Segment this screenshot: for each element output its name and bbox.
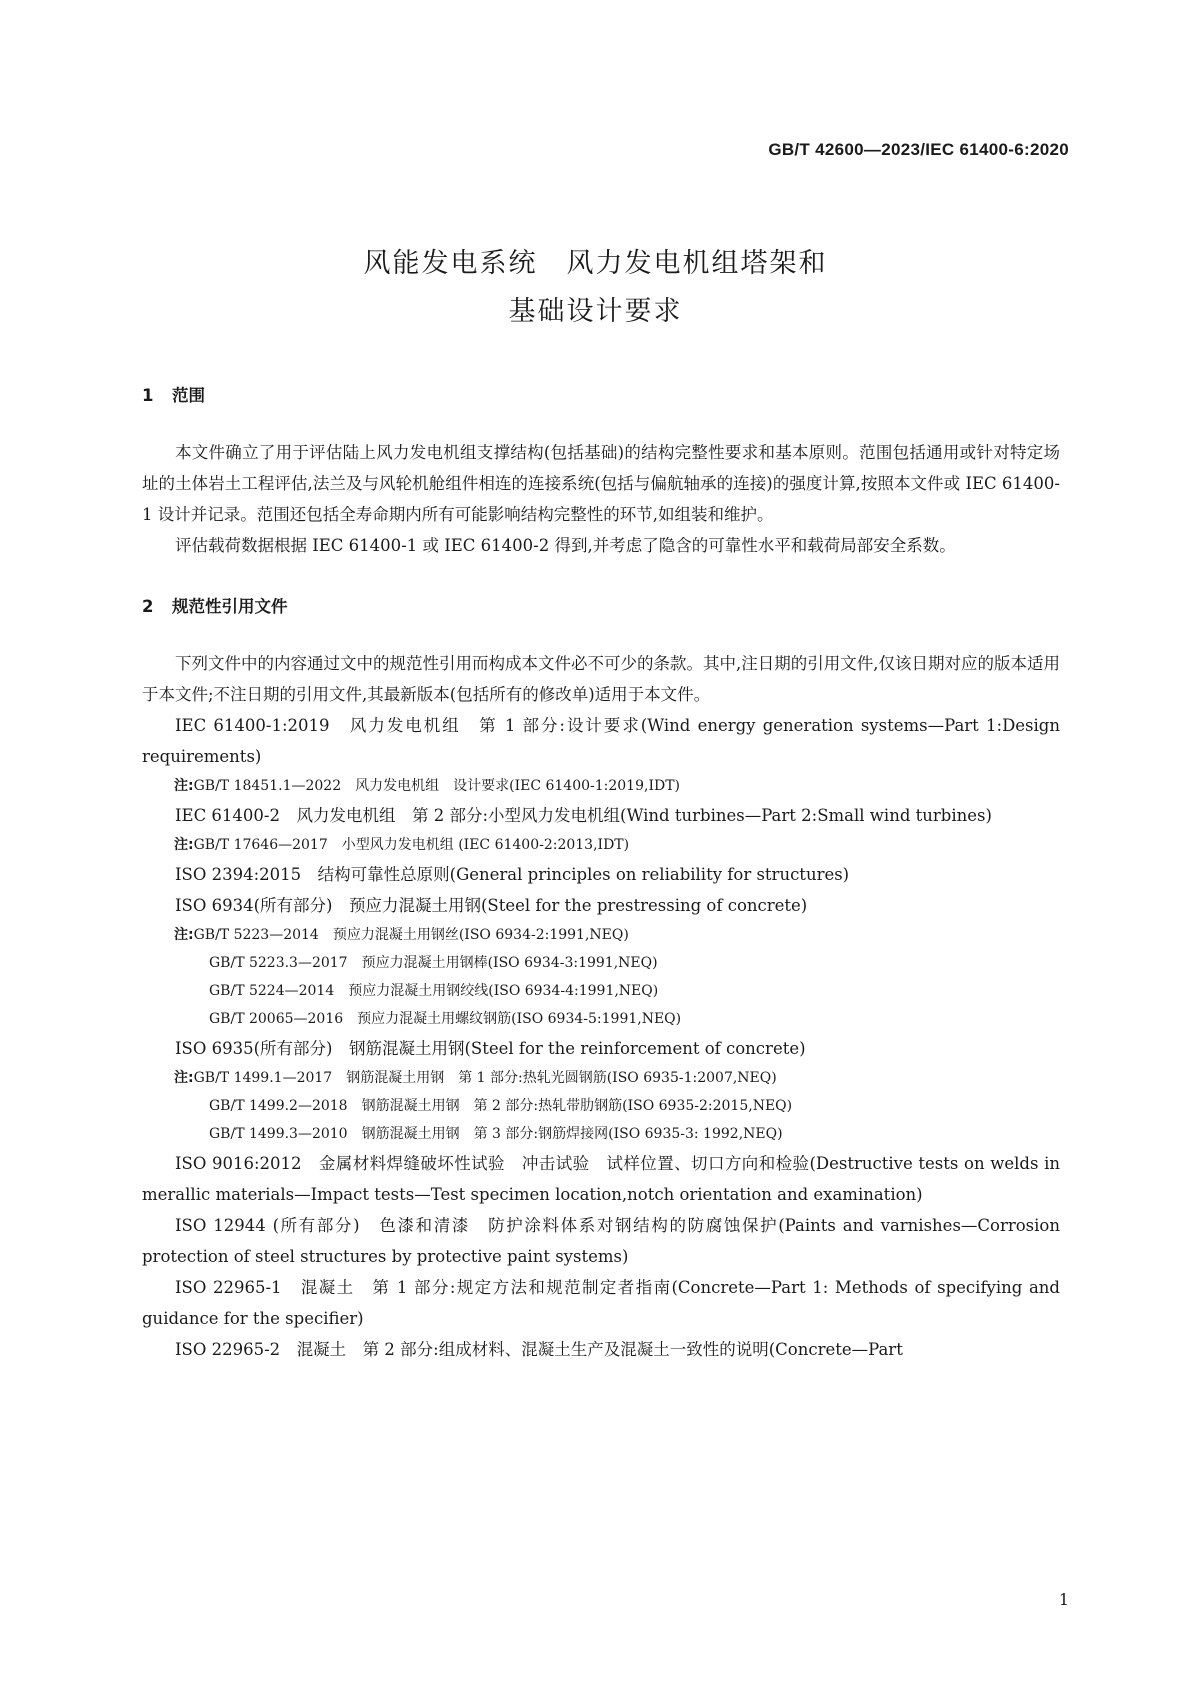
scope-paragraph-1: 本文件确立了用于评估陆上风力发电机组支撑结构(包括基础)的结构完整性要求和基本原则。范围包括通用或针对特定场址的土体岩土工程评估,法兰及与风轮机舱组件相连的连接系统(包括与偏航轴承的连接)的强度计算,按照本文件或 IEC 61400-1 设计并记录。范围还包括全寿命期内所有可能影响结构完整性的环节,如组装和维护。 <box>142 443 1060 524</box>
reference-note <box>142 1064 1060 1092</box>
reference-iso-9016: ISO 9016:2012 金属材料焊缝破坏性试验 冲击试验 试样位置、切口方向和检验(Destructive tests on welds in merallic materials—Impact tests—Test specimen location,notch orientation and examination) <box>142 1154 1060 1204</box>
title-line-2: 基础设计要求 <box>508 296 683 327</box>
reference-note <box>142 921 1060 949</box>
note-text: GB/T 1499.1—2017 钢筋混凝土用钢 第 1 部分:热轧光圆钢筋(ISO 6935-1:2007,NEQ) <box>193 1070 777 1086</box>
note-text: GB/T 18451.1—2022 风力发电机组 设计要求(IEC 61400-1:2019,IDT) <box>193 778 681 794</box>
note-label: 注: <box>174 1070 194 1086</box>
note-text: GB/T 17646—2017 小型风力发电机组 (IEC 61400-2:2013,IDT) <box>193 837 630 853</box>
note-text: GB/T 5223.3—2017 预应力混凝土用钢棒(ISO 6934-3:1991,NEQ) <box>209 955 658 971</box>
references-intro: 下列文件中的内容通过文中的规范性引用而构成本文件必不可少的条款。其中,注日期的引用文件,仅该日期对应的版本适用于本文件;不注日期的引用文件,其最新版本(包括所有的修改单)适用于本文件。 <box>142 654 1060 704</box>
section-2-title: 规范性引用文件 <box>172 597 288 616</box>
page-number: 1 <box>1058 1590 1069 1609</box>
reference-iso-22965-2: ISO 22965-2 混凝土 第 2 部分:组成材料、混凝土生产及混凝土一致性的说明(Concrete—Part <box>175 1340 903 1359</box>
note-text: GB/T 1499.3—2010 钢筋混凝土用钢 第 3 部分:钢筋焊接网(ISO 6935-3: 1992,NEQ) <box>209 1126 783 1142</box>
section-2-heading <box>142 591 1060 622</box>
document-title <box>0 240 1191 336</box>
scope-paragraph-2: 评估载荷数据根据 IEC 61400-1 或 IEC 61400-2 得到,并考虑了隐含的可靠性水平和载荷局部安全系数。 <box>175 536 956 555</box>
section-1-heading <box>142 380 1060 411</box>
section-2-number: 2 <box>142 597 154 616</box>
document-body <box>142 380 1060 1365</box>
section-1-number: 1 <box>142 386 154 405</box>
note-text: GB/T 1499.2—2018 钢筋混凝土用钢 第 2 部分:热轧带肋钢筋(ISO 6935-2:2015,NEQ) <box>209 1098 793 1114</box>
note-text: GB/T 20065—2016 预应力混凝土用螺纹钢筋(ISO 6934-5:1991,NEQ) <box>209 1011 682 1027</box>
reference-iso-6934: ISO 6934(所有部分) 预应力混凝土用钢(Steel for the prestressing of concrete) <box>175 896 808 915</box>
section-1-title: 范围 <box>172 386 205 405</box>
note-text: GB/T 5224—2014 预应力混凝土用钢绞线(ISO 6934-4:1991,NEQ) <box>209 983 659 999</box>
note-label: 注: <box>174 927 194 943</box>
note-label: 注: <box>174 837 194 853</box>
reference-iso-6935: ISO 6935(所有部分) 钢筋混凝土用钢(Steel for the reinforcement of concrete) <box>175 1039 806 1058</box>
reference-note <box>142 831 1060 859</box>
reference-iec-61400-1: IEC 61400-1:2019 风力发电机组 第 1 部分:设计要求(Wind energy generation systems—Part 1:Design requirements) <box>142 716 1060 766</box>
reference-iso-2394: ISO 2394:2015 结构可靠性总原则(General principles on reliability for structures) <box>175 865 850 884</box>
note-label: 注: <box>174 778 194 794</box>
reference-iso-12944: ISO 12944 (所有部分) 色漆和清漆 防护涂料体系对钢结构的防腐蚀保护(Paints and varnishes—Corrosion protection of steel structures by protective paint systems) <box>142 1216 1060 1266</box>
reference-iec-61400-2: IEC 61400-2 风力发电机组 第 2 部分:小型风力发电机组(Wind turbines—Part 2:Small wind turbines) <box>175 806 992 825</box>
note-text: GB/T 5223—2014 预应力混凝土用钢丝(ISO 6934-2:1991,NEQ) <box>193 927 629 943</box>
reference-iso-22965-1: ISO 22965-1 混凝土 第 1 部分:规定方法和规范制定者指南(Concrete—Part 1: Methods of specifying and guidance for the specifier) <box>142 1278 1060 1328</box>
reference-note <box>142 772 1060 800</box>
title-line-1: 风能发电系统 风力发电机组塔架和 <box>363 248 828 279</box>
standard-code: GB/T 42600—2023/IEC 61400-6:2020 <box>768 140 1069 159</box>
